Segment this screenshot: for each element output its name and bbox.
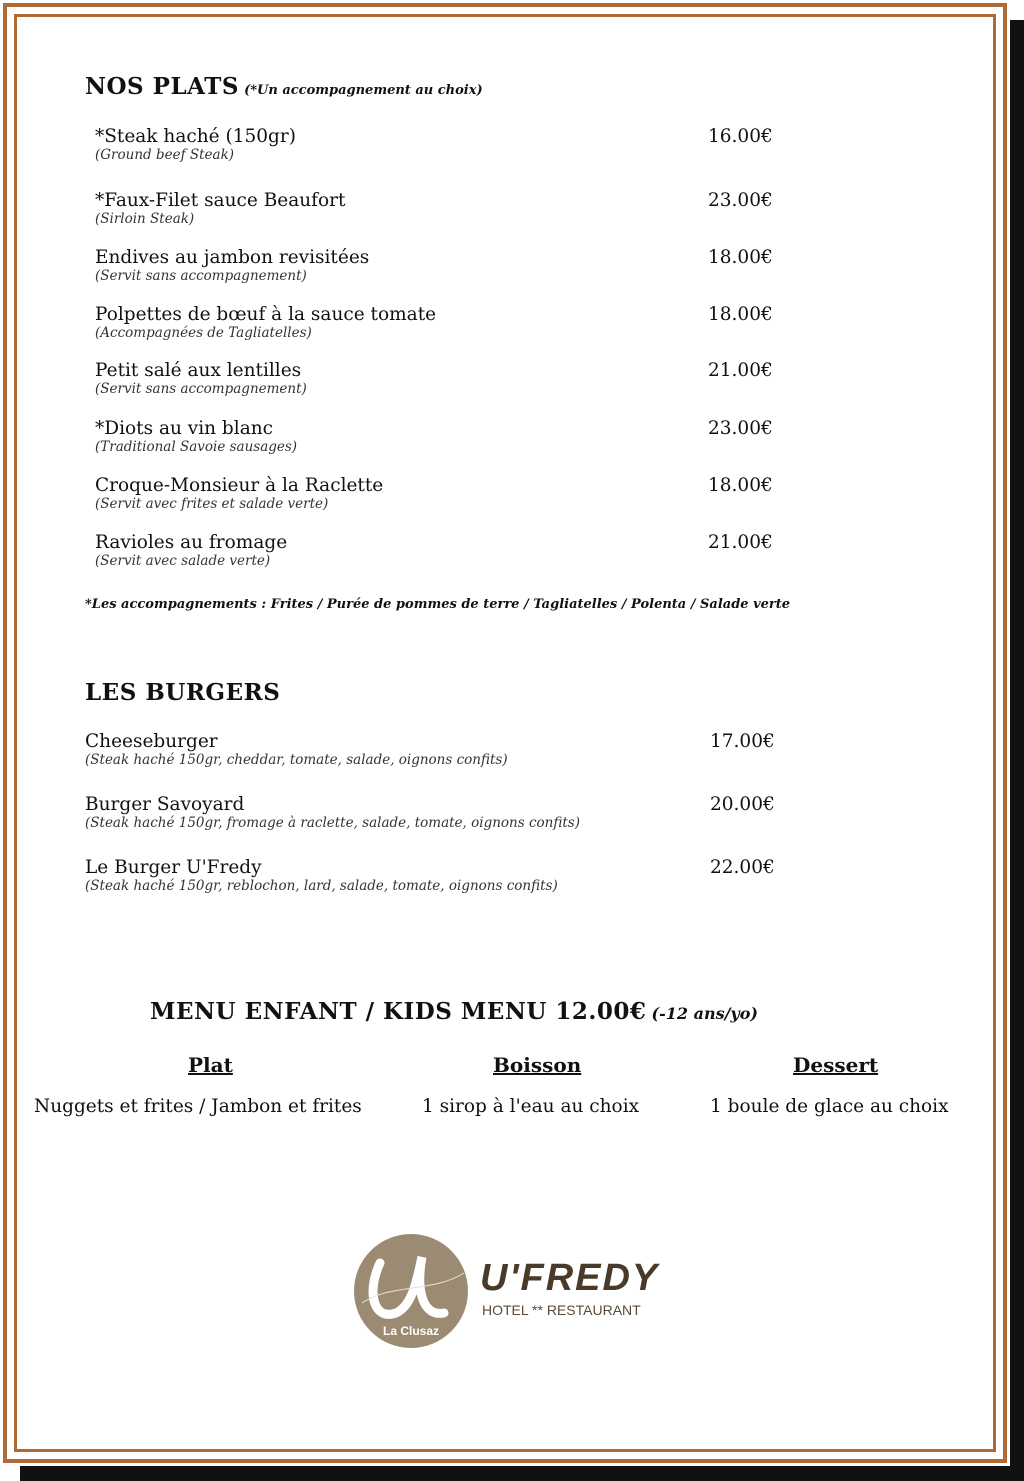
kids-title: MENU ENFANT / KIDS MENU 12.00€ bbox=[150, 998, 647, 1025]
item-price: 23.00€ bbox=[708, 418, 773, 439]
logo-brand: U'FREDY bbox=[480, 1257, 660, 1299]
item-price: 21.00€ bbox=[708, 360, 773, 381]
item-name: Endives au jambon revisitées bbox=[95, 247, 370, 268]
item-name: Burger Savoyard bbox=[85, 794, 245, 815]
plats-footnote: *Les accompagnements : Frites / Purée de pommes de terre / Tagliatelles / Polenta / Salade verte bbox=[85, 597, 791, 612]
item-description: (Accompagnées de Tagliatelles) bbox=[95, 325, 312, 341]
logo-location: La Clusaz bbox=[382, 1324, 440, 1338]
item-description: (Steak haché 150gr, reblochon, lard, salade, tomate, oignons confits) bbox=[85, 878, 558, 894]
item-name: *Diots au vin blanc bbox=[95, 418, 273, 439]
item-price: 16.00€ bbox=[708, 126, 773, 147]
item-name: *Faux-Filet sauce Beaufort bbox=[95, 190, 346, 211]
plats-title: NOS PLATS bbox=[85, 73, 239, 100]
burgers-title: LES BURGERS bbox=[85, 679, 281, 706]
kids-col-boisson-value: 1 sirop à l'eau au choix bbox=[422, 1096, 640, 1117]
item-description: (Sirloin Steak) bbox=[95, 211, 195, 227]
item-price: 20.00€ bbox=[710, 794, 775, 815]
item-description: (Servit sans accompagnement) bbox=[95, 381, 307, 397]
item-description: (Servit sans accompagnement) bbox=[95, 268, 307, 284]
item-name: Polpettes de bœuf à la sauce tomate bbox=[95, 304, 437, 325]
item-name: Le Burger U'Fredy bbox=[85, 857, 262, 878]
item-description: (Servit avec frites et salade verte) bbox=[95, 496, 329, 512]
item-price: 18.00€ bbox=[708, 247, 773, 268]
item-price: 17.00€ bbox=[710, 731, 775, 752]
item-name: Petit salé aux lentilles bbox=[95, 360, 302, 381]
kids-header bbox=[150, 998, 758, 1025]
item-description: (Steak haché 150gr, fromage à raclette, salade, tomate, oignons confits) bbox=[85, 815, 580, 831]
item-name: Cheeseburger bbox=[85, 731, 218, 752]
item-description: (Traditional Savoie sausages) bbox=[95, 439, 298, 455]
item-price: 23.00€ bbox=[708, 190, 773, 211]
item-name: *Steak haché (150gr) bbox=[95, 126, 296, 147]
item-price: 18.00€ bbox=[708, 304, 773, 325]
item-price: 18.00€ bbox=[708, 475, 773, 496]
ufredy-logo-emblem bbox=[352, 1233, 470, 1349]
item-price: 21.00€ bbox=[708, 532, 773, 553]
kids-col-dessert-value: 1 boule de glace au choix bbox=[710, 1096, 949, 1117]
kids-col-plat-value: Nuggets et frites / Jambon et frites bbox=[34, 1096, 362, 1117]
item-description: (Ground beef Steak) bbox=[95, 147, 235, 163]
item-description: (Steak haché 150gr, cheddar, tomate, salade, oignons confits) bbox=[85, 752, 508, 768]
kids-col-dessert-header: Dessert bbox=[793, 1053, 879, 1077]
kids-note: (-12 ans/yo) bbox=[651, 1004, 758, 1023]
plats-note: (*Un accompagnement au choix) bbox=[244, 83, 483, 98]
plats-header bbox=[85, 73, 483, 100]
item-price: 22.00€ bbox=[710, 857, 775, 878]
kids-col-boisson-header: Boisson bbox=[493, 1053, 582, 1077]
kids-col-plat-header: Plat bbox=[188, 1053, 233, 1077]
logo-subtitle: HOTEL ** RESTAURANT bbox=[482, 1302, 641, 1318]
item-name: Ravioles au fromage bbox=[95, 532, 288, 553]
item-name: Croque-Monsieur à la Raclette bbox=[95, 475, 384, 496]
item-description: (Servit avec salade verte) bbox=[95, 553, 271, 569]
